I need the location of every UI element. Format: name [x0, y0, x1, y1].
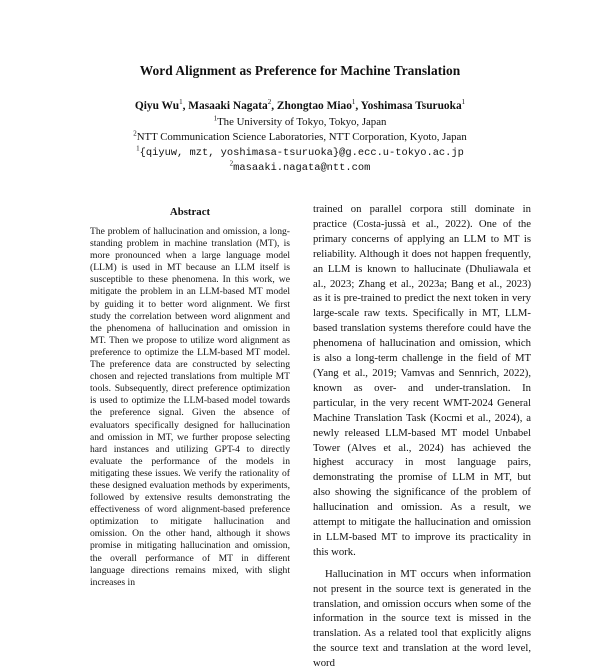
email-mark: 1: [136, 144, 140, 153]
affiliation-mark: 1: [213, 114, 218, 123]
body-paragraph: Hallucination in MT occurs when information not present in the source text is generated in the translation, and omission occurs when some of the information in the source text is missed in the translation. As a related tool that explicitly aligns the source text and translation at the word level, word: [313, 567, 531, 670]
affiliation-text: NTT Communication Science Laboratories, NTT Corporation, Kyoto, Japan: [136, 131, 467, 143]
email-text: masaaki.nagata@ntt.com: [233, 162, 371, 174]
affiliation-mark: 2: [133, 129, 137, 138]
abstract-heading: Abstract: [169, 206, 211, 218]
email-line: [0, 161, 600, 174]
body-paragraph: trained on parallel corpora still dominate in practice (Costa-jussà et al., 2022). One of the primary concerns of applying an LLM to MT is reliability. Although it does not happen frequently, an LLM is known to hallucinate (Dhuliawala et al., 2023; Zhang et al., 2023a; Bang et al., 2023) as it is pre-trained to predict the next token in very large-scale raw texts. Specifically in MT, LLM-based translation systems therefore could have the phenomena of hallucination and omission, which is also a long-term challenge in the field of MT (Yang et al., 2019; Vamvas and Sennrich, 2022), known as over- and under-translation. In particular, in the very recent WMT-2024 General Machine Translation Task (Kocmi et al., 2024), a newly released LLM-based MT model Unbabel Tower (Alves et al., 2024) has achieved the highest accuracy in most language pairs, demonstrating the promise of LLM in MT, but also showing the significance of the problem of hallucination and omission. As a result, we attempt to mitigate the hallucination and omission in LLM-based MT to improve its practicality in this work.: [313, 203, 531, 558]
author-affiliation-mark: 1: [179, 98, 183, 107]
author-name: Zhongtao Miao: [276, 100, 352, 112]
body-column-right: [313, 202, 531, 671]
paper-title: Word Alignment as Preference for Machine Translation: [139, 63, 461, 78]
author-name: Qiyu Wu: [134, 100, 180, 112]
author-affiliation-mark: 1: [351, 98, 356, 107]
author-list: Qiyu Wu$^1$, Masaaki Nagata$^2$, Zhongtao Miao$^1$, Yoshimasa Tsuruoka$^1$: [134, 98, 466, 112]
author-name: Masaaki Nagata: [188, 100, 268, 112]
affiliation-line: [0, 131, 600, 143]
email-text: {qiyuw, mzt, yoshimasa-tsuruoka}@g.ecc.u-tokyo.ac.jp: [139, 147, 464, 159]
email-mark: 2: [229, 159, 234, 168]
affiliation-line: [0, 116, 600, 128]
affiliation-text: The University of Tokyo, Tokyo, Japan: [217, 116, 387, 128]
email-line: [0, 146, 600, 159]
abstract-text: The problem of hallucination and omission, a long-standing problem in machine translation (MT), is more pronounced when a large language model (LLM) is used in MT because an LLM itself is susceptible to these phenomena. In this work, we mitigate the problem in an LLM-based MT model by guiding it to better word alignment. We first study the correlation between word alignment and the phenomena of hallucination and omission in MT. Then we propose to utilize word alignment as preference to optimize the LLM-based MT model. The preference data are constructed by selecting chosen and rejected translations from multiple MT tools. Subsequently, direct preference optimization is used to optimize the LLM-based model towards the preference signal. Given the absence of evaluators specifically designed for hallucination and omission in MT, we further propose selecting hard instances and utilizing GPT-4 to directly evaluate the performance of the models in mitigating these issues. We verify the rationality of these designed evaluation methods by experiments, followed by extensive results demonstrating the effectiveness of word alignment-based preference optimization to mitigate hallucination and omission. On the other hand, although it shows promise in mitigating hallucination and omission, the overall performance of MT in different language directions remains mixed, with slight increases in: [90, 226, 290, 588]
author-affiliation-mark: 1: [461, 98, 466, 107]
author-affiliation-mark: 2: [267, 98, 272, 107]
author-name: Yoshimasa Tsuruoka: [360, 100, 462, 112]
